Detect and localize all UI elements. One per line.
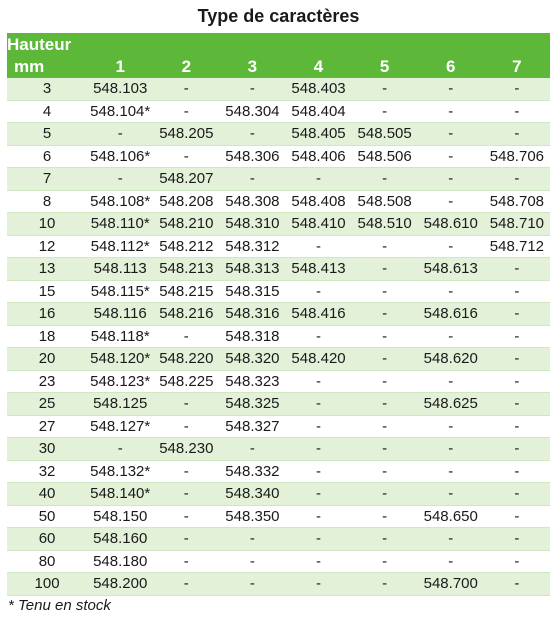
reference-cell: 548.323 <box>219 370 285 393</box>
column-header: 6 <box>418 55 484 78</box>
reference-cell: - <box>484 460 550 483</box>
reference-cell: - <box>352 168 418 191</box>
reference-cell: - <box>484 280 550 303</box>
reference-cell: - <box>418 483 484 506</box>
reference-cell: - <box>285 573 351 596</box>
height-cell: 3 <box>7 78 87 100</box>
height-cell: 80 <box>7 550 87 573</box>
reference-cell: 548.115* <box>87 280 153 303</box>
height-cell: 8 <box>7 190 87 213</box>
reference-cell: 548.405 <box>285 123 351 146</box>
reference-cell: - <box>418 123 484 146</box>
height-cell: 15 <box>7 280 87 303</box>
reference-cell: 548.508 <box>352 190 418 213</box>
reference-cell: - <box>352 483 418 506</box>
column-header: 1 <box>87 55 153 78</box>
reference-cell: - <box>352 528 418 551</box>
reference-cell: 548.318 <box>219 325 285 348</box>
reference-cell: - <box>352 258 418 281</box>
table-row <box>7 258 550 281</box>
reference-cell: - <box>285 393 351 416</box>
height-cell: 12 <box>7 235 87 258</box>
reference-cell: - <box>285 325 351 348</box>
column-header: 2 <box>153 55 219 78</box>
reference-cell: 548.212 <box>153 235 219 258</box>
reference-cell: - <box>153 528 219 551</box>
table-row <box>7 280 550 303</box>
reference-cell: 548.106* <box>87 145 153 168</box>
reference-cell: 548.104* <box>87 100 153 123</box>
reference-cell: - <box>87 123 153 146</box>
table-row <box>7 303 550 326</box>
reference-cell: - <box>153 393 219 416</box>
reference-cell: 548.207 <box>153 168 219 191</box>
reference-cell: - <box>418 78 484 100</box>
table-row <box>7 168 550 191</box>
table-row <box>7 325 550 348</box>
reference-cell: - <box>418 235 484 258</box>
reference-cell: 548.108* <box>87 190 153 213</box>
reference-cell: 548.225 <box>153 370 219 393</box>
column-header: 3 <box>219 55 285 78</box>
reference-cell: 548.420 <box>285 348 351 371</box>
reference-cell: - <box>418 550 484 573</box>
reference-cell: 548.408 <box>285 190 351 213</box>
reference-cell: 548.406 <box>285 145 351 168</box>
reference-cell: - <box>418 145 484 168</box>
reference-cell: 548.312 <box>219 235 285 258</box>
reference-cell: - <box>418 325 484 348</box>
reference-cell: 548.180 <box>87 550 153 573</box>
height-cell: 4 <box>7 100 87 123</box>
reference-cell: - <box>285 483 351 506</box>
reference-cell: 548.208 <box>153 190 219 213</box>
reference-cell: - <box>484 505 550 528</box>
reference-cell: - <box>87 438 153 461</box>
reference-cell: - <box>352 348 418 371</box>
column-header: 4 <box>285 55 351 78</box>
reference-cell: - <box>484 78 550 100</box>
reference-cell: 548.118* <box>87 325 153 348</box>
reference-cell: 548.210 <box>153 213 219 236</box>
height-cell: 10 <box>7 213 87 236</box>
reference-cell: - <box>484 393 550 416</box>
reference-cell: 548.205 <box>153 123 219 146</box>
column-header: 7 <box>484 55 550 78</box>
reference-cell: - <box>484 550 550 573</box>
reference-cell: - <box>418 415 484 438</box>
reference-cell: 548.710 <box>484 213 550 236</box>
reference-cell: - <box>153 483 219 506</box>
reference-cell: - <box>352 303 418 326</box>
table-header <box>7 33 550 78</box>
table-row <box>7 370 550 393</box>
reference-cell: 548.230 <box>153 438 219 461</box>
reference-cell: 548.610 <box>418 213 484 236</box>
height-cell: 30 <box>7 438 87 461</box>
reference-cell: - <box>352 460 418 483</box>
reference-cell: 548.340 <box>219 483 285 506</box>
reference-cell: - <box>484 528 550 551</box>
reference-cell: - <box>285 168 351 191</box>
reference-cell: 548.616 <box>418 303 484 326</box>
height-cell: 7 <box>7 168 87 191</box>
type-table-container <box>7 33 550 596</box>
reference-cell: 548.320 <box>219 348 285 371</box>
reference-cell: - <box>285 415 351 438</box>
reference-cell: - <box>418 460 484 483</box>
reference-cell: 548.416 <box>285 303 351 326</box>
height-cell: 16 <box>7 303 87 326</box>
reference-cell: - <box>219 168 285 191</box>
reference-cell: 548.200 <box>87 573 153 596</box>
reference-cell: 548.123* <box>87 370 153 393</box>
reference-cell: - <box>153 505 219 528</box>
reference-cell: - <box>219 550 285 573</box>
reference-cell: - <box>153 573 219 596</box>
column-header: 5 <box>352 55 418 78</box>
reference-cell: - <box>153 78 219 100</box>
height-cell: 23 <box>7 370 87 393</box>
reference-cell: - <box>153 100 219 123</box>
reference-cell: - <box>352 280 418 303</box>
reference-cell: 548.215 <box>153 280 219 303</box>
reference-cell: - <box>153 145 219 168</box>
height-cell: 100 <box>7 573 87 596</box>
table-row <box>7 438 550 461</box>
reference-cell: - <box>285 550 351 573</box>
reference-cell: - <box>285 505 351 528</box>
reference-cell: - <box>418 370 484 393</box>
reference-cell: 548.350 <box>219 505 285 528</box>
reference-cell: 548.213 <box>153 258 219 281</box>
reference-cell: - <box>219 123 285 146</box>
reference-cell: - <box>285 438 351 461</box>
table-row <box>7 550 550 573</box>
reference-cell: - <box>352 573 418 596</box>
reference-cell: - <box>418 190 484 213</box>
reference-cell: 548.132* <box>87 460 153 483</box>
reference-cell: 548.308 <box>219 190 285 213</box>
reference-cell: 548.410 <box>285 213 351 236</box>
reference-cell: - <box>87 168 153 191</box>
reference-cell: 548.127* <box>87 415 153 438</box>
reference-cell: - <box>484 303 550 326</box>
reference-cell: 548.216 <box>153 303 219 326</box>
reference-cell: - <box>285 460 351 483</box>
table-row <box>7 145 550 168</box>
table-row <box>7 393 550 416</box>
table-row <box>7 235 550 258</box>
height-unit-label: mm <box>7 55 87 78</box>
reference-cell: 548.613 <box>418 258 484 281</box>
reference-cell: 548.140* <box>87 483 153 506</box>
reference-cell: - <box>484 415 550 438</box>
height-cell: 40 <box>7 483 87 506</box>
reference-cell: - <box>153 550 219 573</box>
reference-cell: - <box>219 573 285 596</box>
reference-cell: - <box>219 528 285 551</box>
reference-cell: - <box>484 483 550 506</box>
height-cell: 20 <box>7 348 87 371</box>
reference-cell: 548.316 <box>219 303 285 326</box>
table-row <box>7 460 550 483</box>
reference-cell: - <box>219 78 285 100</box>
reference-cell: - <box>285 280 351 303</box>
reference-cell: - <box>418 438 484 461</box>
reference-cell: 548.313 <box>219 258 285 281</box>
reference-cell: - <box>352 415 418 438</box>
reference-cell: 548.708 <box>484 190 550 213</box>
reference-cell: - <box>285 235 351 258</box>
reference-cell: - <box>484 325 550 348</box>
height-cell: 27 <box>7 415 87 438</box>
table-row <box>7 348 550 371</box>
reference-cell: - <box>418 528 484 551</box>
reference-cell: 548.103 <box>87 78 153 100</box>
reference-cell: - <box>285 528 351 551</box>
table-body <box>7 78 550 595</box>
reference-cell: - <box>153 415 219 438</box>
table-row <box>7 483 550 506</box>
reference-cell: 548.510 <box>352 213 418 236</box>
reference-cell: - <box>484 348 550 371</box>
reference-cell: - <box>285 370 351 393</box>
reference-cell: - <box>352 235 418 258</box>
table-row <box>7 528 550 551</box>
height-cell: 18 <box>7 325 87 348</box>
reference-cell: 548.113 <box>87 258 153 281</box>
reference-cell: - <box>484 258 550 281</box>
reference-cell: - <box>352 78 418 100</box>
reference-cell: 548.150 <box>87 505 153 528</box>
reference-cell: 548.304 <box>219 100 285 123</box>
table-row <box>7 123 550 146</box>
reference-cell: - <box>484 168 550 191</box>
reference-cell: - <box>352 325 418 348</box>
height-cell: 6 <box>7 145 87 168</box>
reference-cell: - <box>418 280 484 303</box>
reference-cell: 548.120* <box>87 348 153 371</box>
table-row <box>7 505 550 528</box>
reference-cell: 548.505 <box>352 123 418 146</box>
reference-cell: 548.327 <box>219 415 285 438</box>
reference-cell: 548.125 <box>87 393 153 416</box>
table-row <box>7 213 550 236</box>
reference-cell: - <box>352 370 418 393</box>
reference-cell: - <box>484 370 550 393</box>
reference-cell: - <box>484 123 550 146</box>
table-row <box>7 190 550 213</box>
reference-cell: 548.160 <box>87 528 153 551</box>
reference-cell: - <box>418 100 484 123</box>
reference-cell: - <box>219 438 285 461</box>
reference-cell: 548.325 <box>219 393 285 416</box>
reference-cell: 548.110* <box>87 213 153 236</box>
height-cell: 50 <box>7 505 87 528</box>
height-header-label: Hauteur <box>7 33 87 55</box>
reference-cell: - <box>484 100 550 123</box>
reference-cell: - <box>352 505 418 528</box>
reference-cell: 548.413 <box>285 258 351 281</box>
table-row <box>7 415 550 438</box>
reference-cell: 548.650 <box>418 505 484 528</box>
reference-cell: - <box>484 438 550 461</box>
table-row <box>7 573 550 596</box>
reference-cell: 548.220 <box>153 348 219 371</box>
height-cell: 25 <box>7 393 87 416</box>
height-cell: 13 <box>7 258 87 281</box>
reference-cell: - <box>484 573 550 596</box>
reference-cell: 548.506 <box>352 145 418 168</box>
reference-cell: 548.116 <box>87 303 153 326</box>
reference-cell: - <box>418 168 484 191</box>
reference-cell: 548.306 <box>219 145 285 168</box>
reference-cell: 548.700 <box>418 573 484 596</box>
reference-cell: - <box>352 438 418 461</box>
height-cell: 32 <box>7 460 87 483</box>
reference-cell: - <box>153 325 219 348</box>
reference-cell: - <box>153 460 219 483</box>
height-cell: 60 <box>7 528 87 551</box>
reference-cell: 548.404 <box>285 100 351 123</box>
table-row <box>7 100 550 123</box>
reference-cell: - <box>352 550 418 573</box>
reference-cell: 548.625 <box>418 393 484 416</box>
reference-cell: 548.315 <box>219 280 285 303</box>
reference-cell: 548.620 <box>418 348 484 371</box>
stock-footnote: * Tenu en stock <box>8 597 111 614</box>
reference-cell: 548.112* <box>87 235 153 258</box>
height-cell: 5 <box>7 123 87 146</box>
table-title: Type de caractères <box>197 6 360 26</box>
reference-cell: 548.332 <box>219 460 285 483</box>
reference-cell: 548.712 <box>484 235 550 258</box>
reference-cell: - <box>352 100 418 123</box>
reference-cell: 548.403 <box>285 78 351 100</box>
reference-cell: 548.310 <box>219 213 285 236</box>
type-table <box>7 33 550 596</box>
reference-cell: 548.706 <box>484 145 550 168</box>
table-row <box>7 78 550 100</box>
reference-cell: - <box>352 393 418 416</box>
